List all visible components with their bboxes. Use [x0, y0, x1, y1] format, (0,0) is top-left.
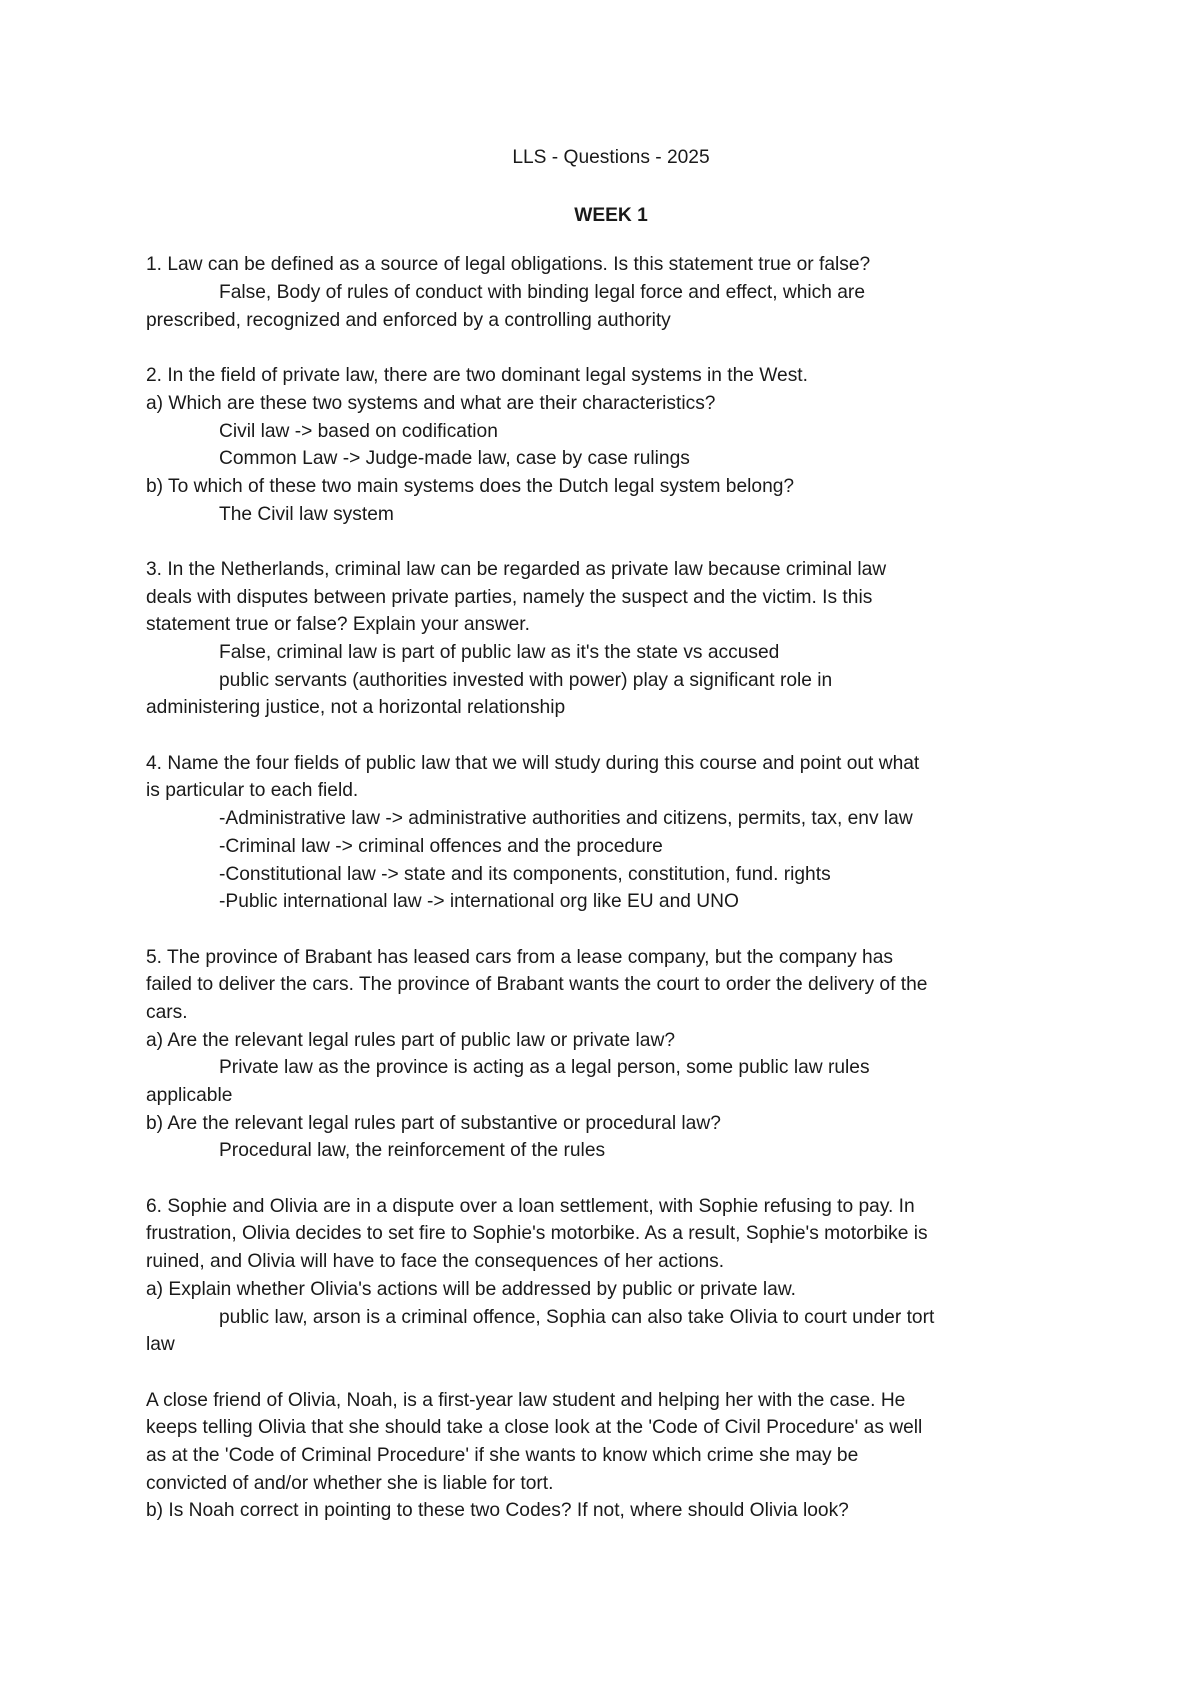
- blank-line: [146, 334, 1076, 362]
- text-line: statement true or false? Explain your answer.: [146, 614, 530, 636]
- text-line: administering justice, not a horizontal relationship: [146, 697, 566, 719]
- text-line: 4. Name the four fields of public law that we will study during this course and point out what: [146, 752, 920, 774]
- document-text: [146, 251, 1076, 1525]
- text-line: Common Law -> Judge-made law, case by case rulings: [219, 448, 690, 470]
- text-line: b) To which of these two main systems does the Dutch legal system belong?: [146, 475, 795, 497]
- blank-line: [146, 1165, 1076, 1193]
- document-title: LLS - Questions - 2025: [512, 147, 710, 168]
- text-line: as at the 'Code of Criminal Procedure' if she wants to know which crime she may be: [146, 1444, 859, 1466]
- text-line: -Administrative law -> administrative authorities and citizens, permits, tax, env law: [219, 808, 913, 830]
- text-line: 2. In the field of private law, there are two dominant legal systems in the West.: [146, 365, 808, 387]
- text-line: prescribed, recognized and enforced by a controlling authority: [146, 309, 671, 331]
- document-body: [146, 144, 1076, 1525]
- blank-line: [146, 722, 1076, 750]
- text-line: a) Explain whether Olivia's actions will be addressed by public or private law.: [146, 1278, 796, 1300]
- text-line: 6. Sophie and Olivia are in a dispute over a loan settlement, with Sophie refusing to pay. In: [146, 1195, 915, 1217]
- text-line: -Constitutional law -> state and its components, constitution, fund. rights: [219, 863, 831, 885]
- week-heading: WEEK 1: [574, 204, 648, 226]
- text-line: public law, arson is a criminal offence, Sophia can also take Olivia to court under tort: [219, 1306, 935, 1328]
- text-line: a) Are the relevant legal rules part of public law or private law?: [146, 1029, 675, 1051]
- text-line: False, criminal law is part of public law as it's the state vs accused: [219, 642, 780, 663]
- text-line: deals with disputes between private parties, namely the suspect and the victim. Is this: [146, 586, 873, 608]
- text-line: law: [146, 1334, 175, 1356]
- text-line: A close friend of Olivia, Noah, is a first-year law student and helping her with the case. He: [146, 1389, 906, 1411]
- text-line: False, Body of rules of conduct with binding legal force and effect, which are: [219, 282, 865, 304]
- blank-line: [146, 1359, 1076, 1387]
- text-line: b) Are the relevant legal rules part of substantive or procedural law?: [146, 1112, 721, 1134]
- text-line: failed to deliver the cars. The province of Brabant wants the court to order the delivery of the: [146, 974, 928, 996]
- blank-line: [146, 916, 1076, 944]
- text-line: public servants (authorities invested with power) play a significant role in: [219, 669, 833, 691]
- text-line: keeps telling Olivia that she should take a close look at the 'Code of Civil Procedure' as well: [146, 1417, 923, 1439]
- text-line: applicable: [146, 1085, 233, 1106]
- text-line: The Civil law system: [219, 503, 394, 525]
- text-line: frustration, Olivia decides to set fire to Sophie's motorbike. As a result, Sophie's motorbike is: [146, 1223, 928, 1245]
- text-line: Procedural law, the reinforcement of the rules: [219, 1140, 606, 1162]
- text-line: b) Is Noah correct in pointing to these two Codes? If not, where should Olivia look?: [146, 1500, 849, 1522]
- text-line: convicted of and/or whether she is liable for tort.: [146, 1472, 554, 1494]
- text-line: cars.: [146, 1001, 188, 1023]
- text-line: 3. In the Netherlands, criminal law can be regarded as private law because criminal law: [146, 558, 887, 580]
- spacer: [146, 229, 1076, 251]
- text-line: 1. Law can be defined as a source of legal obligations. Is this statement true or false?: [146, 254, 871, 276]
- text-line: ruined, and Olivia will have to face the consequences of her actions.: [146, 1251, 725, 1273]
- text-line: a) Which are these two systems and what are their characteristics?: [146, 392, 716, 414]
- text-line: -Criminal law -> criminal offences and the procedure: [219, 835, 663, 857]
- text-line: Civil law -> based on codification: [219, 420, 498, 442]
- text-line: Private law as the province is acting as a legal person, some public law rules: [219, 1057, 870, 1079]
- text-line: 5. The province of Brabant has leased cars from a lease company, but the company has: [146, 946, 893, 968]
- blank-line: [146, 528, 1076, 556]
- text-line: -Public international law -> international org like EU and UNO: [219, 891, 739, 913]
- text-line: is particular to each field.: [146, 780, 359, 802]
